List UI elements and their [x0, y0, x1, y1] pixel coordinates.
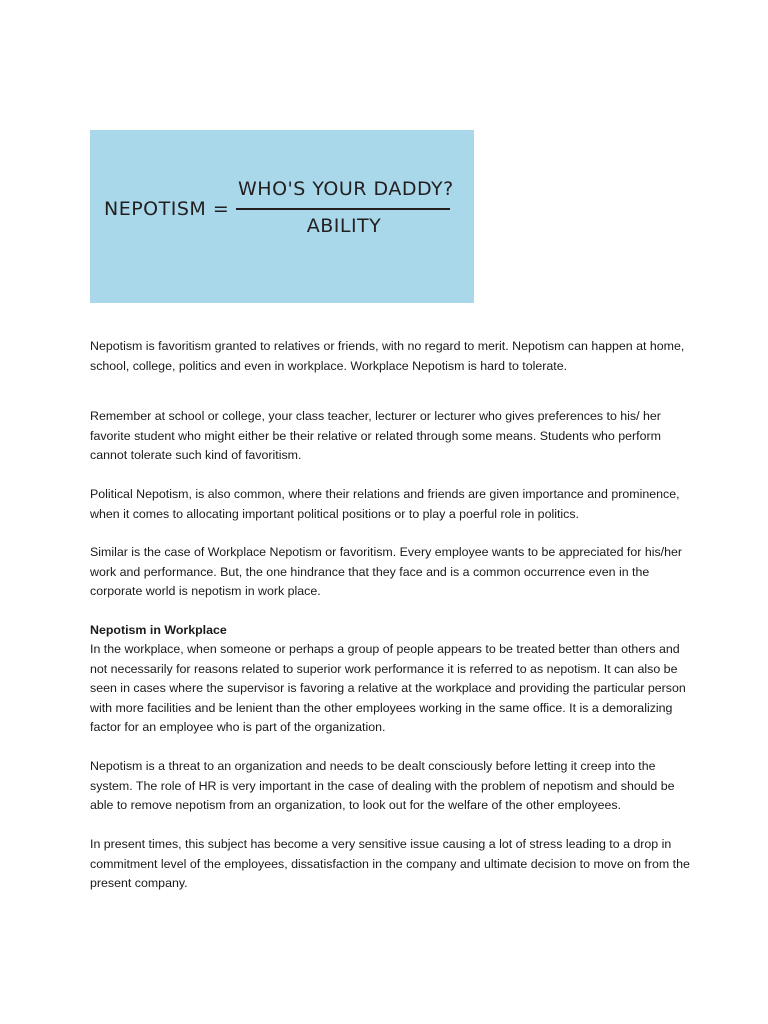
section-heading: Nepotism in Workplace [90, 623, 227, 637]
fraction-bar [236, 208, 450, 210]
paragraph-workplace-intro: Similar is the case of Workplace Nepotism or favoritism. Every employee wants to be appreciated for his/her work and performance. But, the one hindrance that they face and is a common occurrence even in the corporate world is nepotism in work place. [90, 545, 683, 598]
paragraph-present-times: In present times, this subject has become a very sensitive issue causing a lot of stress leading to a drop in commitment level of the employees, dissatisfaction in the company and ultimate decision to move on from the present company. [90, 837, 690, 890]
paragraph-political: Political Nepotism, is also common, where their relations and friends are given importance and prominence, when it comes to allocating important political positions or to play a poerful role in politics. [90, 487, 680, 521]
paragraph-school: Remember at school or college, your class teacher, lecturer or lecturer who gives preferences to his/ her favorite student who might either be their relative or related through some means. Students who perform cannot tolerate such kind of favoritism. [90, 409, 661, 462]
equation-numerator: WHO'S YOUR DADDY? [238, 178, 454, 200]
paragraph-hr-role: Nepotism is a threat to an organization and needs to be dealt consciously before letting it creep into the system. The role of HR is very important in the case of dealing with the problem of nepotism and should be able to remove nepotism from an organization, to look out for the welfare of the other employees. [90, 759, 675, 812]
paragraph-workplace-detail: In the workplace, when someone or perhaps a group of people appears to be treated better than others and not necessarily for reasons related to superior work performance it is referred to as nepotism. It can also be seen in cases where the supervisor is favoring a relative at the workplace and providing the particular person with more facilities and be lenient than the other employees working in the same office. It is a demoralizing factor for an employee who is part of the organization. [90, 642, 686, 734]
nepotism-equation-image [90, 130, 474, 303]
equation-denominator: ABILITY [306, 215, 382, 237]
paragraph-definition: Nepotism is favoritism granted to relatives or friends, with no regard to merit. Nepotism can happen at home, school, college, politics and even in workplace. Workplace Nepotism is hard to tolerate. [90, 339, 685, 373]
equation-lhs: NEPOTISM = [104, 198, 230, 220]
